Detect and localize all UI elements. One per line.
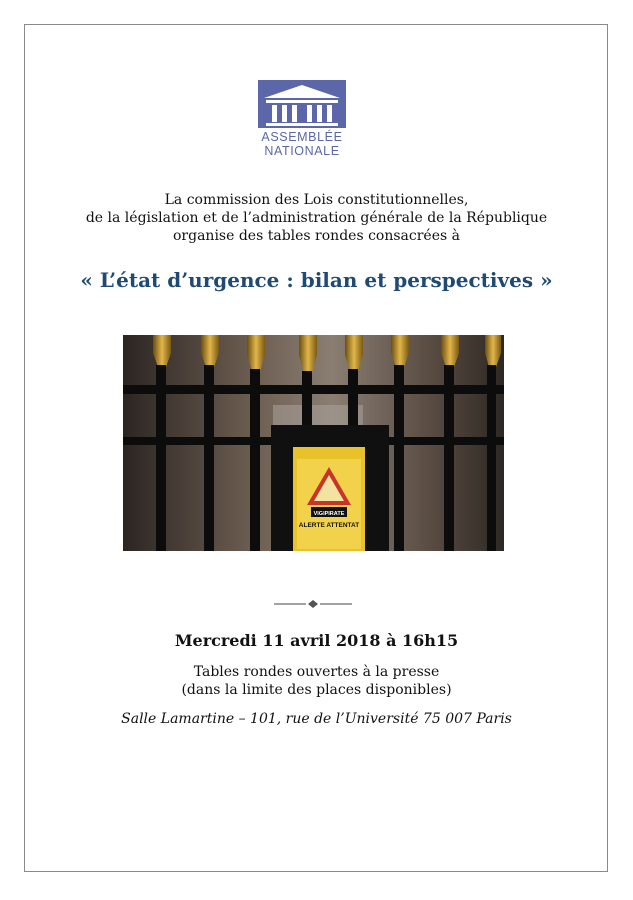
press-line-1: Tables rondes ouvertes à la presse: [193, 664, 440, 680]
sign-footer-text: ALERTE ATTENTAT: [298, 522, 360, 529]
intro-line-2: de la législation et de l’administration générale de la République: [85, 210, 548, 226]
press-note: [40, 663, 593, 699]
event-title: « L’état d’urgence : bilan et perspectives »: [80, 268, 553, 292]
vigipirate-gate-photo: [123, 335, 504, 551]
intro-paragraph: [40, 191, 593, 245]
building-columns-icon: [258, 80, 346, 128]
press-line-2: (dans la limite des places disponibles): [181, 682, 452, 698]
ornament-divider: [274, 598, 352, 610]
logo-line-1: ASSEMBLÉE: [261, 130, 343, 144]
logo-line-2: NATIONALE: [264, 144, 340, 158]
sign-header-text: VIGIPIRATE: [313, 511, 345, 517]
logo-wordmark: [258, 130, 346, 158]
event-venue: Salle Lamartine – 101, rue de l’Université 75 007 Paris: [121, 711, 512, 727]
event-date: Mercredi 11 avril 2018 à 16h15: [174, 631, 459, 650]
intro-line-3: organise des tables rondes consacrées à: [173, 228, 460, 244]
intro-line-1: La commission des Lois constitutionnelles,: [164, 192, 469, 208]
assemblee-nationale-logo: [258, 80, 346, 160]
